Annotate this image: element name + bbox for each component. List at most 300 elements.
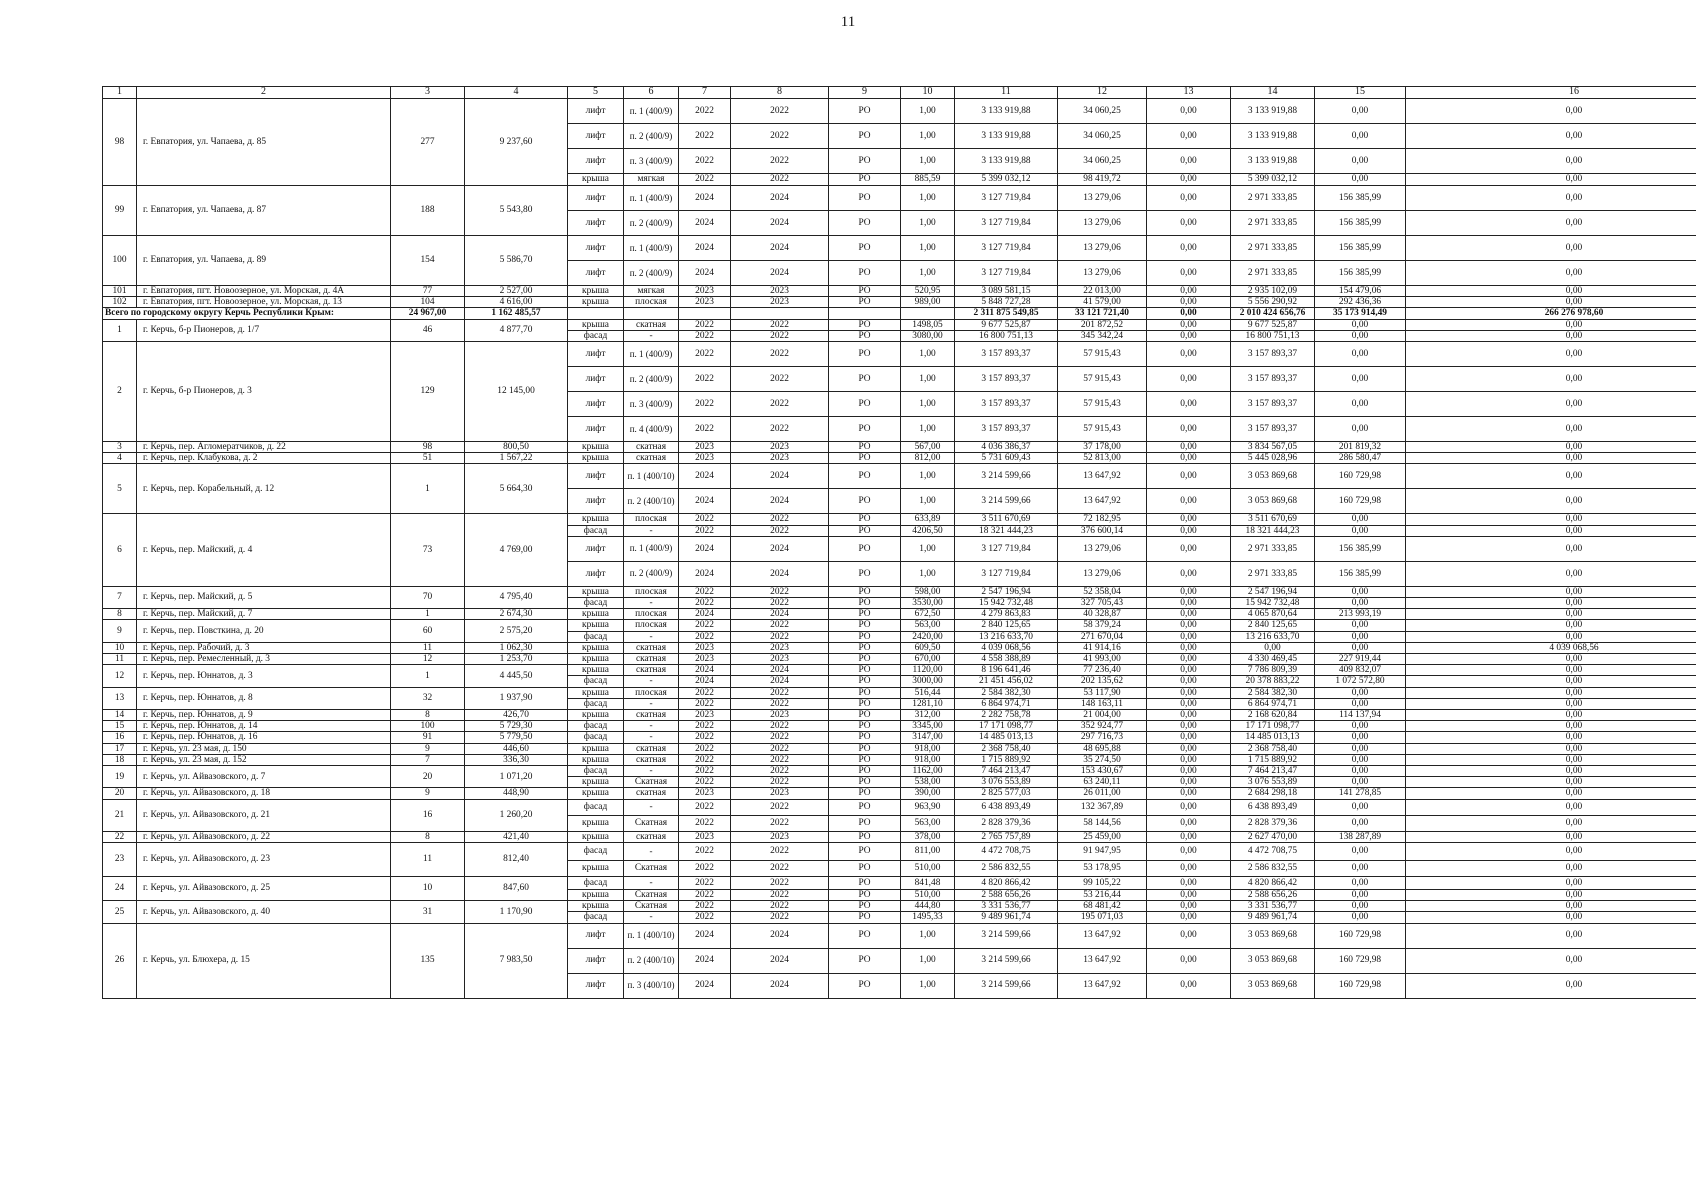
funds-15: 156 385,99 (1315, 236, 1406, 261)
year-end: 2022 (731, 766, 829, 777)
table-row (103, 799, 1696, 815)
row-number: 4 (103, 453, 137, 464)
funds-13: 0,00 (1147, 860, 1231, 876)
funds-15: 409 832,07 (1315, 665, 1406, 676)
unit-cost: 33 121 721,40 (1058, 308, 1147, 319)
table-row (103, 186, 1696, 211)
executor: РО (829, 586, 901, 597)
year-end: 2023 (731, 710, 829, 721)
area: 2 575,20 (465, 620, 568, 642)
year-start: 2022 (679, 174, 731, 186)
funds-16: 0,00 (1406, 489, 1696, 514)
year-end: 2022 (731, 149, 829, 174)
funds-13: 0,00 (1147, 586, 1231, 597)
volume: 3147,00 (901, 732, 955, 743)
funds-16: 0,00 (1406, 464, 1696, 489)
cost-total: 3 214 599,66 (955, 489, 1058, 514)
apartments: 91 (391, 732, 465, 743)
funds-15: 0,00 (1315, 174, 1406, 186)
cost-total: 3 331 536,77 (955, 901, 1058, 912)
year-end: 2024 (731, 665, 829, 676)
volume: 1162,00 (901, 766, 955, 777)
funds-16: 0,00 (1406, 766, 1696, 777)
cost-total: 3 127 719,84 (955, 211, 1058, 236)
cost-total: 3 157 893,37 (955, 392, 1058, 417)
funds-13: 0,00 (1147, 319, 1231, 330)
work-subtype: п. 2 (400/9) (624, 211, 679, 236)
year-end: 2024 (731, 211, 829, 236)
work-type: крыша (568, 620, 624, 631)
year-end: 2024 (731, 236, 829, 261)
funds-16: 0,00 (1406, 149, 1696, 174)
volume: 1,00 (901, 124, 955, 149)
year-start: 2022 (679, 901, 731, 912)
unit-cost: 34 060,25 (1058, 99, 1147, 124)
year-start: 2022 (679, 889, 731, 900)
funds-15: 138 287,89 (1315, 831, 1406, 842)
year-start: 2023 (679, 297, 731, 308)
year-end: 2022 (731, 99, 829, 124)
executor: РО (829, 777, 901, 788)
table-row (103, 99, 1696, 124)
work-subtype: плоская (624, 687, 679, 698)
funds-13: 0,00 (1147, 489, 1231, 514)
unit-cost: 52 358,04 (1058, 586, 1147, 597)
cost-total: 2 586 832,55 (955, 860, 1058, 876)
funds-15: 201 819,32 (1315, 442, 1406, 453)
work-subtype: - (624, 330, 679, 341)
work-type: крыша (568, 889, 624, 900)
funds-15: 0,00 (1315, 687, 1406, 698)
row-number: 11 (103, 654, 137, 665)
year-start: 2022 (679, 525, 731, 536)
work-subtype: - (624, 766, 679, 777)
apartments: 7 (391, 754, 465, 765)
executor: РО (829, 698, 901, 709)
executor: РО (829, 732, 901, 743)
year-start: 2022 (679, 754, 731, 765)
funds-16: 0,00 (1406, 973, 1696, 998)
cost-total: 6 438 893,49 (955, 799, 1058, 815)
year-start: 2024 (679, 464, 731, 489)
executor: РО (829, 860, 901, 876)
work-type: фасад (568, 330, 624, 341)
address: г. Керчь, ул. Айвазовского, д. 40 (137, 901, 391, 923)
volume: 811,00 (901, 842, 955, 860)
column-header-13: 13 (1147, 87, 1231, 99)
unit-cost: 41 993,00 (1058, 654, 1147, 665)
year-end: 2022 (731, 392, 829, 417)
cost-total: 14 485 013,13 (955, 732, 1058, 743)
funds-14: 2 588 656,26 (1231, 889, 1315, 900)
unit-cost: 13 647,92 (1058, 489, 1147, 514)
volume: 1,00 (901, 392, 955, 417)
work-type: лифт (568, 464, 624, 489)
row-number: 98 (103, 99, 137, 186)
executor: РО (829, 489, 901, 514)
row-number: 25 (103, 901, 137, 923)
funds-15: 292 436,36 (1315, 297, 1406, 308)
cost-total: 3 127 719,84 (955, 186, 1058, 211)
address: г. Керчь, ул. 23 мая, д. 152 (137, 754, 391, 765)
work-type: лифт (568, 261, 624, 286)
unit-cost: 99 105,22 (1058, 876, 1147, 889)
unit-cost: 40 328,87 (1058, 609, 1147, 620)
volume: 1,00 (901, 342, 955, 367)
total-apartments: 24 967,00 (391, 308, 465, 319)
year-end: 2023 (731, 831, 829, 842)
funds-16: 0,00 (1406, 417, 1696, 442)
column-header-16: 16 (1406, 87, 1696, 99)
work-type: крыша (568, 297, 624, 308)
executor: РО (829, 642, 901, 653)
funds-15: 0,00 (1315, 642, 1406, 653)
work-subtype: п. 1 (400/9) (624, 342, 679, 367)
funds-15: 0,00 (1315, 743, 1406, 754)
row-number: 18 (103, 754, 137, 765)
column-header-3: 3 (391, 87, 465, 99)
funds-16: 0,00 (1406, 860, 1696, 876)
unit-cost: 41 914,16 (1058, 642, 1147, 653)
funds-13: 0,00 (1147, 631, 1231, 642)
funds-16: 0,00 (1406, 286, 1696, 297)
work-subtype: скатная (624, 319, 679, 330)
area: 1 253,70 (465, 654, 568, 665)
address: г. Евпатория, ул. Чапаева, д. 85 (137, 99, 391, 186)
total-row (103, 308, 1696, 319)
funds-16: 0,00 (1406, 631, 1696, 642)
funds-16: 0,00 (1406, 525, 1696, 536)
funds-13: 0,00 (1147, 330, 1231, 341)
table-row (103, 754, 1696, 765)
row-number: 100 (103, 236, 137, 286)
work-subtype: п. 2 (400/9) (624, 124, 679, 149)
work-type: крыша (568, 442, 624, 453)
year-end: 2024 (731, 609, 829, 620)
year-end: 2022 (731, 174, 829, 186)
area: 12 145,00 (465, 342, 568, 442)
funds-15: 160 729,98 (1315, 923, 1406, 948)
year-end: 2022 (731, 631, 829, 642)
funds-15: 160 729,98 (1315, 464, 1406, 489)
funds-14: 3 053 869,68 (1231, 948, 1315, 973)
capital-repair-table (102, 86, 1696, 999)
year-start: 2024 (679, 236, 731, 261)
funds-14: 16 800 751,13 (1231, 330, 1315, 341)
work-subtype: - (624, 912, 679, 923)
work-subtype: скатная (624, 665, 679, 676)
funds-13: 0,00 (1147, 710, 1231, 721)
funds-14: 2 684 298,18 (1231, 788, 1315, 799)
row-number: 20 (103, 788, 137, 799)
funds-13: 0,00 (1147, 417, 1231, 442)
table-row (103, 876, 1696, 889)
funds-15: 227 919,44 (1315, 654, 1406, 665)
row-number: 8 (103, 609, 137, 620)
work-subtype: скатная (624, 788, 679, 799)
table-row (103, 923, 1696, 948)
unit-cost: 201 872,52 (1058, 319, 1147, 330)
cost-total: 4 279 863,83 (955, 609, 1058, 620)
work-type: лифт (568, 536, 624, 561)
area: 448,90 (465, 788, 568, 799)
column-header-1: 1 (103, 87, 137, 99)
funds-15: 0,00 (1315, 631, 1406, 642)
year-end: 2023 (731, 654, 829, 665)
unit-cost: 91 947,95 (1058, 842, 1147, 860)
row-number: 101 (103, 286, 137, 297)
year-end: 2022 (731, 124, 829, 149)
funds-15: 0,00 (1315, 319, 1406, 330)
executor: РО (829, 174, 901, 186)
funds-15: 0,00 (1315, 514, 1406, 525)
unit-cost: 13 279,06 (1058, 186, 1147, 211)
year-start: 2024 (679, 186, 731, 211)
volume: 812,00 (901, 453, 955, 464)
address: г. Керчь, пер. Майский, д. 4 (137, 514, 391, 586)
funds-16: 0,00 (1406, 676, 1696, 687)
funds-14: 3 133 919,88 (1231, 149, 1315, 174)
year-end: 2022 (731, 330, 829, 341)
work-subtype: п. 1 (400/9) (624, 536, 679, 561)
row-number: 1 (103, 319, 137, 341)
unit-cost: 57 915,43 (1058, 392, 1147, 417)
address: г. Керчь, ул. Блюхера, д. 15 (137, 923, 391, 998)
cost-total: 3 127 719,84 (955, 561, 1058, 586)
volume: 390,00 (901, 788, 955, 799)
volume: 3530,00 (901, 598, 955, 609)
funds-15: 0,00 (1315, 721, 1406, 732)
funds-13: 0,00 (1147, 889, 1231, 900)
funds-13: 0,00 (1147, 186, 1231, 211)
unit-cost: 327 705,43 (1058, 598, 1147, 609)
volume: 2420,00 (901, 631, 955, 642)
cost-total: 4 039 068,56 (955, 642, 1058, 653)
cost-total: 9 677 525,87 (955, 319, 1058, 330)
table-row (103, 687, 1696, 698)
apartments: 77 (391, 286, 465, 297)
work-subtype (624, 308, 679, 319)
volume: 1,00 (901, 236, 955, 261)
executor: РО (829, 687, 901, 698)
year-end: 2022 (731, 889, 829, 900)
year-start: 2023 (679, 831, 731, 842)
work-type: лифт (568, 149, 624, 174)
volume: 538,00 (901, 777, 955, 788)
work-subtype: п. 4 (400/9) (624, 417, 679, 442)
funds-15: 0,00 (1315, 815, 1406, 831)
funds-15: 0,00 (1315, 392, 1406, 417)
funds-13: 0,00 (1147, 815, 1231, 831)
funds-15: 0,00 (1315, 698, 1406, 709)
cost-total: 6 864 974,71 (955, 698, 1058, 709)
work-type: крыша (568, 754, 624, 765)
work-subtype: Скатная (624, 901, 679, 912)
cost-total: 3 511 670,69 (955, 514, 1058, 525)
funds-14: 2 627 470,00 (1231, 831, 1315, 842)
area: 7 983,50 (465, 923, 568, 998)
volume: 1,00 (901, 261, 955, 286)
funds-13: 0,00 (1147, 536, 1231, 561)
year-start: 2022 (679, 417, 731, 442)
table-row (103, 609, 1696, 620)
volume: 989,00 (901, 297, 955, 308)
table-row (103, 297, 1696, 308)
year-end: 2022 (731, 367, 829, 392)
work-subtype: п. 1 (400/10) (624, 464, 679, 489)
year-start (679, 308, 731, 319)
work-type: фасад (568, 766, 624, 777)
row-number: 23 (103, 842, 137, 876)
funds-15: 0,00 (1315, 901, 1406, 912)
unit-cost: 35 274,50 (1058, 754, 1147, 765)
executor: РО (829, 342, 901, 367)
unit-cost: 41 579,00 (1058, 297, 1147, 308)
year-start: 2022 (679, 598, 731, 609)
unit-cost: 22 013,00 (1058, 286, 1147, 297)
area: 4 616,00 (465, 297, 568, 308)
funds-14: 13 216 633,70 (1231, 631, 1315, 642)
table-row (103, 453, 1696, 464)
volume: 516,44 (901, 687, 955, 698)
column-header-7: 7 (679, 87, 731, 99)
year-start: 2022 (679, 330, 731, 341)
work-subtype: - (624, 698, 679, 709)
apartments: 98 (391, 442, 465, 453)
table-row (103, 743, 1696, 754)
apartments: 46 (391, 319, 465, 341)
column-header-8: 8 (731, 87, 829, 99)
cost-total: 2 825 577,03 (955, 788, 1058, 799)
executor: РО (829, 665, 901, 676)
cost-total: 4 472 708,75 (955, 842, 1058, 860)
apartments: 1 (391, 464, 465, 514)
work-type: фасад (568, 598, 624, 609)
volume (901, 308, 955, 319)
unit-cost: 13 279,06 (1058, 561, 1147, 586)
funds-16: 0,00 (1406, 710, 1696, 721)
funds-14: 3 157 893,37 (1231, 342, 1315, 367)
executor: РО (829, 710, 901, 721)
funds-16: 0,00 (1406, 754, 1696, 765)
funds-15: 156 385,99 (1315, 536, 1406, 561)
area: 1 260,20 (465, 799, 568, 831)
funds-13: 0,00 (1147, 464, 1231, 489)
funds-14: 2 840 125,65 (1231, 620, 1315, 631)
funds-13: 0,00 (1147, 973, 1231, 998)
cost-total: 3 157 893,37 (955, 367, 1058, 392)
unit-cost: 13 279,06 (1058, 236, 1147, 261)
address: г. Керчь, пер. Юннатов, д. 9 (137, 710, 391, 721)
executor: РО (829, 721, 901, 732)
table-row (103, 586, 1696, 597)
work-type: крыша (568, 815, 624, 831)
funds-14: 4 065 870,64 (1231, 609, 1315, 620)
work-subtype: п. 1 (400/9) (624, 186, 679, 211)
year-start: 2024 (679, 948, 731, 973)
year-end: 2022 (731, 912, 829, 923)
executor: РО (829, 923, 901, 948)
executor: РО (829, 367, 901, 392)
year-start: 2022 (679, 392, 731, 417)
funds-16: 0,00 (1406, 598, 1696, 609)
funds-14: 2 971 333,85 (1231, 261, 1315, 286)
funds-14: 2 935 102,09 (1231, 286, 1315, 297)
work-type: крыша (568, 286, 624, 297)
cost-total: 2 840 125,65 (955, 620, 1058, 631)
year-start: 2022 (679, 99, 731, 124)
executor: РО (829, 453, 901, 464)
apartments: 32 (391, 687, 465, 709)
funds-13: 0,00 (1147, 286, 1231, 297)
funds-14: 5 445 028,96 (1231, 453, 1315, 464)
funds-14: 3 053 869,68 (1231, 923, 1315, 948)
area: 5 729,30 (465, 721, 568, 732)
work-subtype: п. 2 (400/9) (624, 367, 679, 392)
funds-15: 156 385,99 (1315, 186, 1406, 211)
funds-14: 17 171 098,77 (1231, 721, 1315, 732)
unit-cost: 13 279,06 (1058, 536, 1147, 561)
unit-cost: 13 279,06 (1058, 211, 1147, 236)
work-subtype: п. 2 (400/10) (624, 948, 679, 973)
executor: РО (829, 973, 901, 998)
year-start: 2023 (679, 453, 731, 464)
funds-13: 0,00 (1147, 799, 1231, 815)
funds-15: 0,00 (1315, 799, 1406, 815)
funds-14: 15 942 732,48 (1231, 598, 1315, 609)
funds-16: 0,00 (1406, 815, 1696, 831)
year-end: 2023 (731, 286, 829, 297)
apartments: 10 (391, 876, 465, 900)
funds-15: 0,00 (1315, 124, 1406, 149)
executor: РО (829, 609, 901, 620)
unit-cost: 148 163,11 (1058, 698, 1147, 709)
work-type: крыша (568, 609, 624, 620)
volume: 563,00 (901, 620, 955, 631)
row-number: 9 (103, 620, 137, 642)
work-type: крыша (568, 743, 624, 754)
work-type: лифт (568, 948, 624, 973)
executor: РО (829, 654, 901, 665)
funds-16: 0,00 (1406, 453, 1696, 464)
funds-13: 0,00 (1147, 174, 1231, 186)
work-type: крыша (568, 514, 624, 525)
area: 5 779,50 (465, 732, 568, 743)
funds-16: 0,00 (1406, 586, 1696, 597)
cost-total: 5 848 727,28 (955, 297, 1058, 308)
funds-13: 0,00 (1147, 236, 1231, 261)
year-start: 2022 (679, 799, 731, 815)
work-type: крыша (568, 642, 624, 653)
year-end: 2022 (731, 417, 829, 442)
funds-16: 0,00 (1406, 901, 1696, 912)
area: 847,60 (465, 876, 568, 900)
cost-total: 5 731 609,43 (955, 453, 1058, 464)
funds-15: 0,00 (1315, 889, 1406, 900)
cost-total: 3 214 599,66 (955, 948, 1058, 973)
area: 5 543,80 (465, 186, 568, 236)
work-subtype: мягкая (624, 174, 679, 186)
funds-13: 0,00 (1147, 698, 1231, 709)
unit-cost: 13 647,92 (1058, 973, 1147, 998)
year-end: 2023 (731, 453, 829, 464)
row-number: 26 (103, 923, 137, 998)
volume: 1,00 (901, 149, 955, 174)
apartments: 70 (391, 586, 465, 608)
cost-total: 3 089 581,15 (955, 286, 1058, 297)
year-start: 2022 (679, 777, 731, 788)
year-start: 2022 (679, 721, 731, 732)
